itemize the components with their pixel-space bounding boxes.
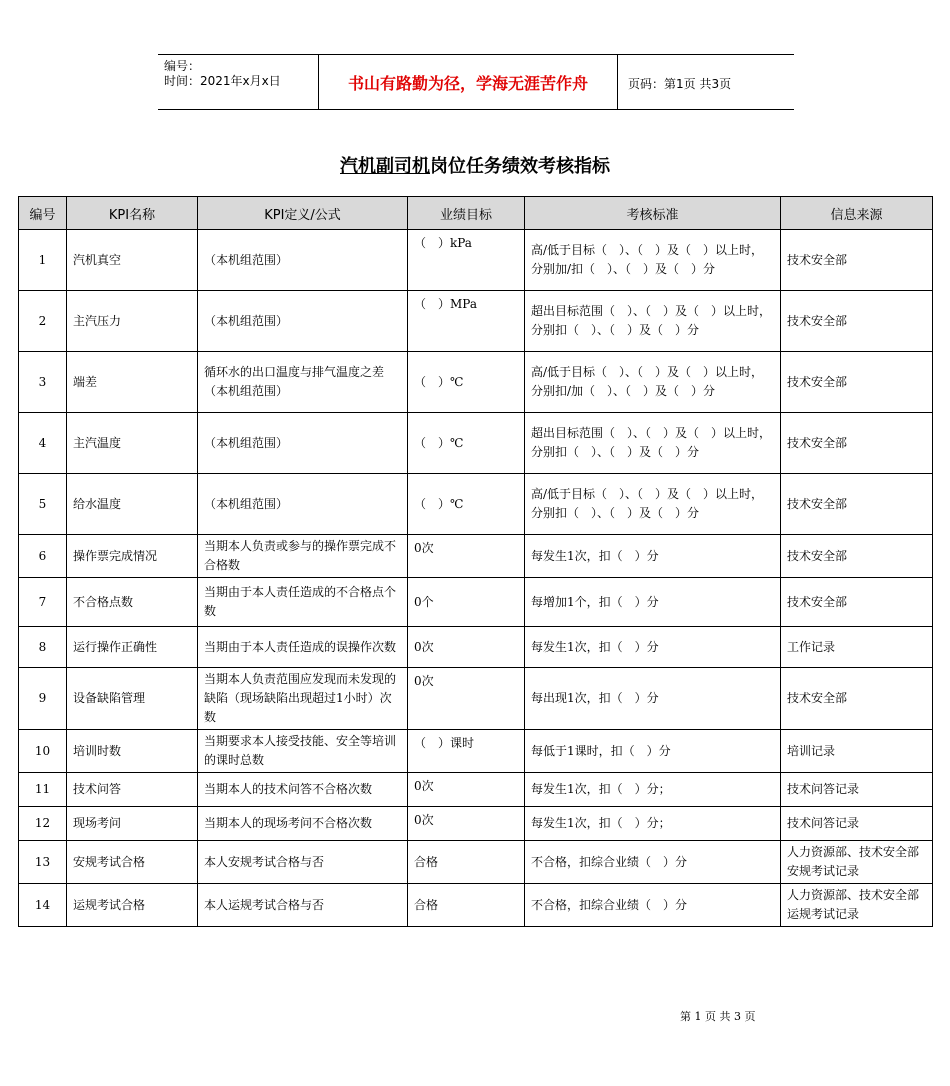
cell-source: 人力资源部、技术安全部安规考试记录	[781, 841, 933, 884]
cell-source: 技术安全部	[781, 535, 933, 578]
cell-kpi-definition: （本机组范围）	[198, 291, 408, 352]
cell-kpi-name: 端差	[67, 352, 198, 413]
cell-standard: 每增加1个，扣（ ）分	[525, 578, 781, 627]
cell-kpi-definition: 当期本人负责或参与的操作票完成不合格数	[198, 535, 408, 578]
cell-kpi-name: 技术问答	[67, 773, 198, 807]
cell-kpi-definition: 当期本人负责范围应发现而未发现的缺陷（现场缺陷出现超过1小时）次数	[198, 668, 408, 730]
table-row	[19, 291, 933, 352]
cell-target: 0次	[408, 535, 525, 578]
cell-standard: 高/低于目标（ ）、（ ）及（ ）以上时，分别扣（ ）、（ ）及（ ）分	[525, 474, 781, 535]
cell-source: 技术安全部	[781, 413, 933, 474]
cell-kpi-name: 操作票完成情况	[67, 535, 198, 578]
cell-no: 6	[19, 535, 67, 578]
cell-standard: 每出现1次，扣（ ）分	[525, 668, 781, 730]
cell-kpi-name: 现场考问	[67, 807, 198, 841]
table-row	[19, 352, 933, 413]
table-row	[19, 807, 933, 841]
cell-kpi-definition: （本机组范围）	[198, 474, 408, 535]
col-header-source: 信息来源	[781, 197, 933, 230]
cell-no: 10	[19, 730, 67, 773]
title-rest: 岗位任务绩效考核指标	[430, 156, 610, 177]
cell-kpi-definition: 本人安规考试合格与否	[198, 841, 408, 884]
cell-no: 3	[19, 352, 67, 413]
cell-standard: 超出目标范围（ ）、（ ）及（ ）以上时，分别扣（ ）、（ ）及（ ）分	[525, 413, 781, 474]
cell-target: 0个	[408, 578, 525, 627]
cell-kpi-name: 运规考试合格	[67, 884, 198, 927]
cell-no: 5	[19, 474, 67, 535]
cell-kpi-name: 培训时数	[67, 730, 198, 773]
cell-no: 8	[19, 627, 67, 668]
cell-standard: 每发生1次，扣（ ）分	[525, 535, 781, 578]
cell-standard: 不合格，扣综合业绩（ ）分	[525, 841, 781, 884]
cell-standard: 每发生1次，扣（ ）分；	[525, 807, 781, 841]
page-footer: 第 1 页 共 3 页	[680, 1010, 756, 1023]
time-label: 时间：2021年x月x日	[164, 74, 281, 88]
cell-source: 技术安全部	[781, 474, 933, 535]
cell-standard: 不合格，扣综合业绩（ ）分	[525, 884, 781, 927]
table-header-row	[19, 197, 933, 230]
col-header-standard: 考核标准	[525, 197, 781, 230]
cell-source: 技术安全部	[781, 668, 933, 730]
cell-kpi-definition: 循环水的出口温度与排气温度之差（本机组范围）	[198, 352, 408, 413]
table-row	[19, 668, 933, 730]
cell-kpi-definition: 当期本人的技术问答不合格次数	[198, 773, 408, 807]
cell-standard: 高/低于目标（ ）、（ ）及（ ）以上时，分别加/扣（ ）、（ ）及（ ）分	[525, 230, 781, 291]
cell-source: 技术问答记录	[781, 773, 933, 807]
cell-target: 合格	[408, 884, 525, 927]
cell-kpi-definition: （本机组范围）	[198, 230, 408, 291]
cell-source: 技术安全部	[781, 291, 933, 352]
col-header-kpi-definition: KPI定义/公式	[198, 197, 408, 230]
cell-target: 0次	[408, 773, 525, 807]
cell-no: 14	[19, 884, 67, 927]
cell-target: （ ）℃	[408, 474, 525, 535]
table-row	[19, 230, 933, 291]
cell-kpi-name: 运行操作正确性	[67, 627, 198, 668]
cell-kpi-definition: 本人运规考试合格与否	[198, 884, 408, 927]
cell-target: （ ）MPa	[408, 291, 525, 352]
cell-standard: 每发生1次，扣（ ）分	[525, 627, 781, 668]
cell-target: 0次	[408, 668, 525, 730]
cell-kpi-name: 给水温度	[67, 474, 198, 535]
cell-kpi-name: 主汽温度	[67, 413, 198, 474]
cell-target: （ ）℃	[408, 413, 525, 474]
cell-kpi-name: 安规考试合格	[67, 841, 198, 884]
cell-source: 技术安全部	[781, 578, 933, 627]
cell-standard: 高/低于目标（ ）、（ ）及（ ）以上时，分别扣/加（ ）、（ ）及（ ）分	[525, 352, 781, 413]
cell-kpi-definition: 当期由于本人责任造成的不合格点个数	[198, 578, 408, 627]
title-position: 汽机副司机	[340, 156, 430, 177]
cell-standard: 超出目标范围（ ）、（ ）及（ ）以上时，分别扣（ ）、（ ）及（ ）分	[525, 291, 781, 352]
cell-target: 0次	[408, 807, 525, 841]
cell-target: （ ）课时	[408, 730, 525, 773]
cell-no: 2	[19, 291, 67, 352]
cell-source: 工作记录	[781, 627, 933, 668]
cell-no: 11	[19, 773, 67, 807]
cell-target: 0次	[408, 627, 525, 668]
col-header-kpi-name: KPI名称	[67, 197, 198, 230]
cell-no: 4	[19, 413, 67, 474]
cell-source: 技术安全部	[781, 352, 933, 413]
header-page-info: 页码：第1页 共3页	[628, 77, 732, 91]
kpi-table	[18, 196, 933, 927]
cell-source: 培训记录	[781, 730, 933, 773]
cell-standard: 每发生1次，扣（ ）分；	[525, 773, 781, 807]
table-row	[19, 627, 933, 668]
cell-no: 7	[19, 578, 67, 627]
cell-kpi-definition: 当期本人的现场考问不合格次数	[198, 807, 408, 841]
cell-source: 人力资源部、技术安全部运规考试记录	[781, 884, 933, 927]
table-row	[19, 474, 933, 535]
page-title	[0, 152, 950, 178]
table-row	[19, 841, 933, 884]
page-header	[158, 54, 794, 110]
table-row	[19, 730, 933, 773]
doc-number-label: 编号：	[164, 59, 201, 73]
table-row	[19, 578, 933, 627]
col-header-target: 业绩目标	[408, 197, 525, 230]
cell-kpi-name: 主汽压力	[67, 291, 198, 352]
header-motto: 书山有路勤为径，学海无涯苦作舟	[318, 55, 618, 109]
table-row	[19, 773, 933, 807]
cell-target: 合格	[408, 841, 525, 884]
header-left	[164, 59, 281, 89]
cell-source: 技术问答记录	[781, 807, 933, 841]
cell-kpi-name: 设备缺陷管理	[67, 668, 198, 730]
cell-no: 12	[19, 807, 67, 841]
cell-kpi-name: 汽机真空	[67, 230, 198, 291]
cell-kpi-definition: 当期由于本人责任造成的误操作次数	[198, 627, 408, 668]
cell-standard: 每低于1课时，扣（ ）分	[525, 730, 781, 773]
cell-source: 技术安全部	[781, 230, 933, 291]
col-header-no: 编号	[19, 197, 67, 230]
cell-target: （ ）℃	[408, 352, 525, 413]
cell-kpi-definition: （本机组范围）	[198, 413, 408, 474]
cell-kpi-definition: 当期要求本人接受技能、安全等培训的课时总数	[198, 730, 408, 773]
table-row	[19, 884, 933, 927]
cell-kpi-name: 不合格点数	[67, 578, 198, 627]
cell-no: 13	[19, 841, 67, 884]
cell-target: （ ）kPa	[408, 230, 525, 291]
table-row	[19, 535, 933, 578]
cell-no: 9	[19, 668, 67, 730]
table-row	[19, 413, 933, 474]
cell-no: 1	[19, 230, 67, 291]
